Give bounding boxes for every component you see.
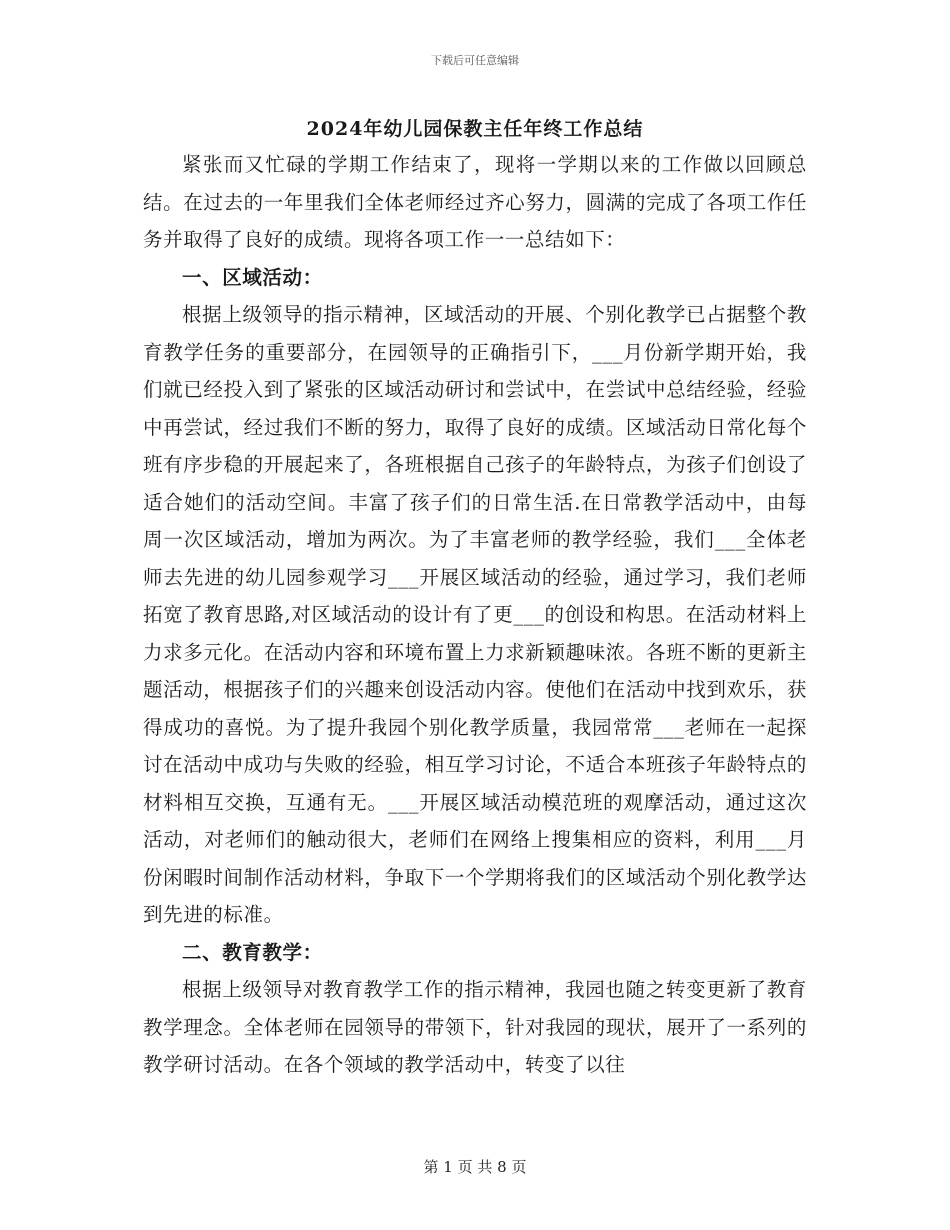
section-body-education-teaching: 根据上级领导对教育教学工作的指示精神，我园也随之转变更新了教育教学理念。全体老师在园领导的带领下，针对我园的现状，展开了一系列的教学研讨活动。在各个领域的教学活动中，转变了以往 [143,978,807,1076]
section-heading-education-teaching: 二、教育教学： [182,940,323,964]
intro-paragraph: 紧张而又忙碌的学期工作结束了，现将一学期以来的工作做以回顾总结。在过去的一年里我们全体老师经过齐心努力，圆满的完成了各项工作任务并取得了良好的成绩。现将各项工作一一总结如下： [143,153,807,251]
page-number-footer: 第 1 页 共 8 页 [423,1158,527,1176]
document-title: 2024年幼儿园保教主任年终工作总结 [306,118,644,140]
header-note: 下载后可任意编辑 [431,54,519,67]
document-body [143,146,807,1084]
section-body-regional-activities: 根据上级领导的指示精神，区域活动的开展、个别化教学已占据整个教育教学任务的重要部分，在园领导的正确指引下，___月份新学期开始，我们就已经投入到了紧张的区域活动研讨和尝试中，在尝试中总结经验，经验中再尝试，经过我们不断的努力，取得了良好的成绩。区域活动日常化每个班有序步稳的开展起来了，各班根据自己孩子的年龄特点，为孩子们创设了适合她们的活动空间。丰富了孩子们的日常生活.在日常教学活动中，由每周一次区域活动，增加为两次。为了丰富老师的教学经验，我们___全体老师去先进的幼儿园参观学习___开展区域活动的经验，通过学习，我们老师拓宽了教育思路,对区域活动的设计有了更___的创设和构思。在活动材料上力求多元化。在活动内容和环境布置上力求新颖趣味浓。各班不断的更新主题活动，根据孩子们的兴趣来创设活动内容。使他们在活动中找到欢乐，获得成功的喜悦。为了提升我园个别化教学质量，我园常常___老师在一起探讨在活动中成功与失败的经验，相互学习讨论，不适合本班孩子年龄特点的材料相互交换，互通有无。___开展区域活动模范班的观摩活动，通过这次活动，对老师们的触动很大，老师们在网络上搜集相应的资料，利用___月份闲暇时间制作活动材料，争取下一个学期将我们的区域活动个别化教学达到先进的标准。 [143,303,807,926]
section-heading-regional-activities: 一、区域活动： [182,265,323,289]
